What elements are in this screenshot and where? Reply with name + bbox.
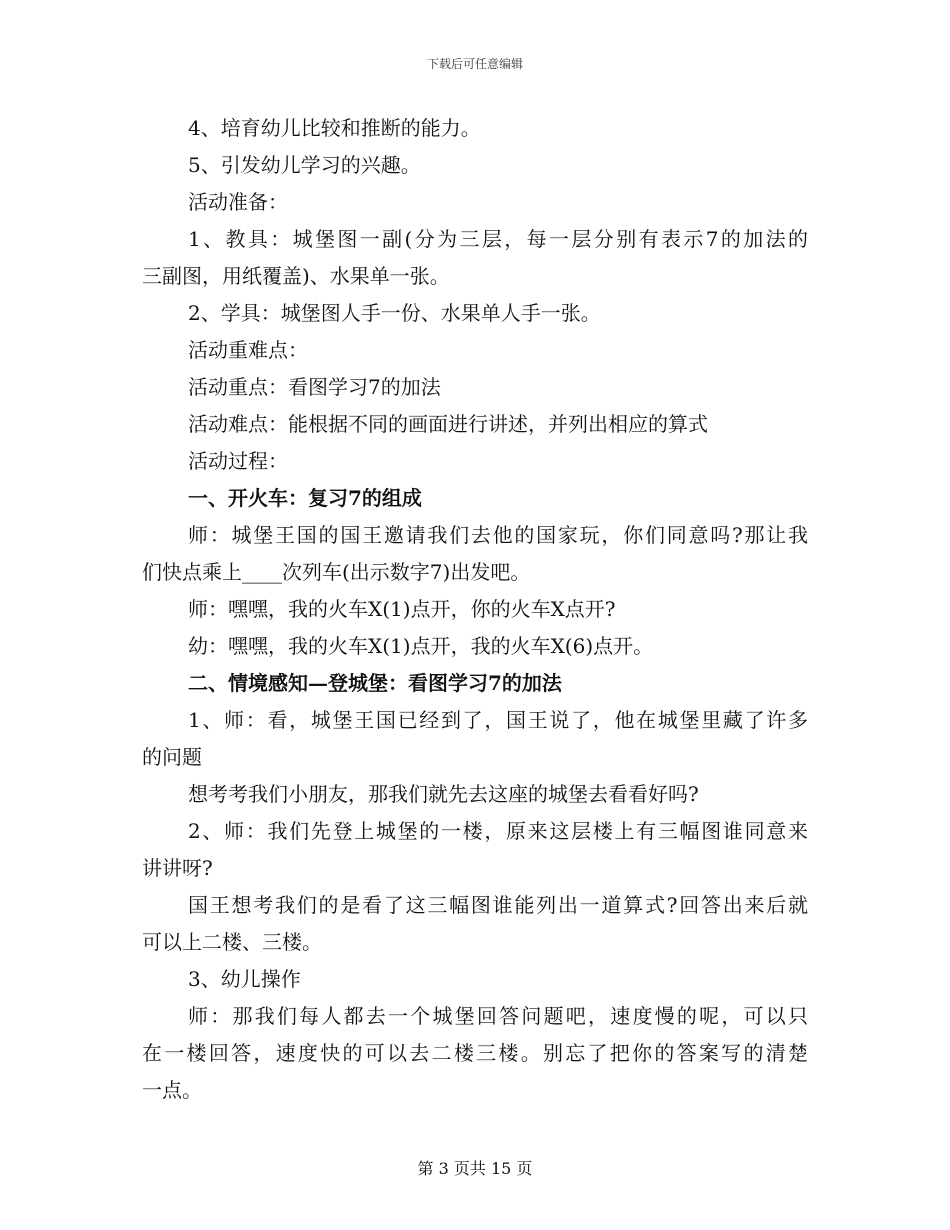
- text-line: 师：嘿嘿，我的火车X(1)点开，你的火车X点开?: [188, 597, 616, 621]
- page-footer: 第 3 页共 15 页: [417, 1159, 533, 1178]
- text-line: 5、引发幼儿学习的兴趣。: [188, 153, 421, 177]
- text-line: 可以上二楼、三楼。: [142, 930, 322, 954]
- document-body: [142, 110, 808, 1109]
- section-heading: 二、情境感知—登城堡：看图学习7的加法: [188, 671, 562, 695]
- text-line: 活动过程：: [188, 449, 288, 473]
- page-header: 下载后可任意编辑: [426, 57, 523, 71]
- text-line: 活动准备：: [188, 190, 288, 214]
- text-line: 1、师：看，城堡王国已经到了，国王说了，他在城堡里藏了许多: [188, 708, 808, 732]
- text-line: 4、培育幼儿比较和推断的能力。: [188, 116, 481, 140]
- text-line: 活动难点：能根据不同的画面进行讲述，并列出相应的算式: [188, 412, 708, 436]
- text-line: 活动重难点：: [188, 338, 308, 362]
- text-line: 幼：嘿嘿，我的火车X(1)点开，我的火车X(6)点开。: [188, 634, 654, 658]
- text-line: 国王想考我们的是看了这三幅图谁能列出一道算式?回答出来后就: [188, 893, 808, 917]
- text-line: 2、学具：城堡图人手一份、水果单人手一张。: [188, 301, 601, 325]
- text-line: 们快点乘上____次列车(出示数字7)出发吧。: [142, 560, 531, 584]
- section-heading: 一、开火车：复习7的组成: [188, 486, 422, 510]
- text-line: 的问题: [142, 745, 202, 769]
- text-line: 在一楼回答，速度快的可以去二楼三楼。别忘了把你的答案写的清楚: [142, 1041, 808, 1065]
- text-line: 2、师：我们先登上城堡的一楼，原来这层楼上有三幅图谁同意来: [188, 819, 808, 843]
- text-line: 师：城堡王国的国王邀请我们去他的国家玩，你们同意吗?那让我: [188, 523, 808, 547]
- text-line: 讲讲呀?: [142, 856, 213, 880]
- text-line: 活动重点：看图学习7的加法: [188, 375, 441, 399]
- text-line: 三副图，用纸覆盖)、水果单一张。: [142, 264, 450, 288]
- text-line: 一点。: [142, 1078, 202, 1102]
- text-line: 3、幼儿操作: [188, 967, 301, 991]
- text-line: 1、教具：城堡图一副(分为三层，每一层分别有表示7的加法的: [188, 227, 808, 251]
- text-line: 想考考我们小朋友，那我们就先去这座的城堡去看看好吗?: [188, 782, 699, 806]
- text-line: 师：那我们每人都去一个城堡回答问题吧，速度慢的呢，可以只: [188, 1004, 808, 1028]
